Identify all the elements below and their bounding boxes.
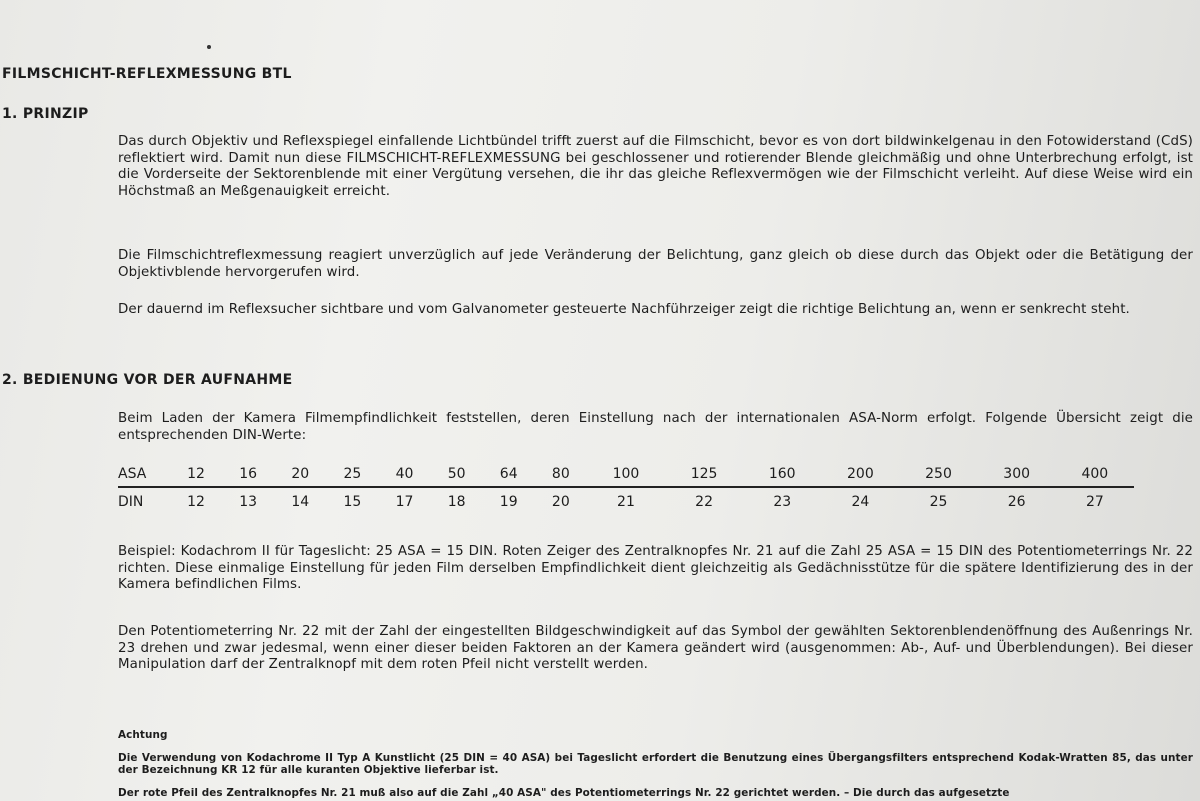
din-row (118, 487, 1134, 514)
section-1-heading: 1. PRINZIP (2, 106, 89, 122)
asa-row (118, 462, 1134, 487)
din-cell: 15 (343, 494, 362, 510)
din-cell: 24 (851, 494, 870, 510)
din-cell: 12 (187, 494, 205, 510)
din-cell: 19 (499, 494, 518, 510)
din-label: DIN (118, 494, 144, 510)
asa-cell: 300 (978, 462, 1056, 487)
asa-cell: 20 (274, 462, 326, 487)
asa-din-table (118, 462, 1134, 514)
din-cell: 23 (773, 494, 792, 510)
section-1-paragraph-1: Das durch Objektiv und Reflexspiegel einfallende Lichtbündel trifft zuerst auf die Filmschicht, bevor es von dort bildwinkelgenau in den Fotowiderstand (CdS) reflektiert wird. Damit nun diese FILMSCHICHT-REFLEXMESSUNG bei geschlossener und rotierender Blende gleichmäßig und ohne Unterbrechung erfolgt, ist die Vorderseite der Sektorenblende mit einer Vergütung versehen, die ihr das gleiche Reflexvermögen wie der Filmschicht verleiht. Auf diese Weise wird ein Höchstmaß an Meßgenauigkeit erreicht. (118, 134, 1193, 199)
din-cell: 25 (929, 494, 948, 510)
din-cell: 21 (617, 494, 635, 510)
document-title: FILMSCHICHT-REFLEXMESSUNG BTL (2, 66, 292, 82)
din-cell: 18 (447, 494, 466, 510)
note-line-2: Der rote Pfeil des Zentralknopfes Nr. 21 muß also auf die Zahl „40 ASA" des Potentiometerrings Nr. 22 gerichtet werden. – Die durch das aufgesetzte (118, 787, 1010, 799)
din-cell: 22 (695, 494, 713, 510)
asa-cell: 200 (821, 462, 899, 487)
asa-cell: 250 (899, 462, 977, 487)
section-2-intro: Beim Laden der Kamera Filmempfindlichkeit feststellen, deren Einstellung nach der internationalen ASA-Norm erfolgt. Folgende Übersicht zeigt die entsprechenden DIN-Werte: (118, 411, 1193, 443)
asa-cell: 16 (222, 462, 274, 487)
asa-cell: 50 (431, 462, 483, 487)
din-cell: 26 (1007, 494, 1026, 510)
example-paragraph: Beispiel: Kodachrom II für Tageslicht: 25 ASA = 15 DIN. Roten Zeiger des Zentralknopfes Nr. 21 auf die Zahl 25 ASA = 15 DIN des Potentiometerrings Nr. 22 richten. Diese einmalige Einstellung für jeden Film derselben Empfindlichkeit dient gleichzeitig als Gedächnisstütze für die spätere Identifizierung des in der Kamera befindlichen Films. (118, 544, 1193, 593)
section-1-paragraph-3: Der dauernd im Reflexsucher sichtbare und vom Galvanometer gesteuerte Nachführzeiger zeigt die richtige Belichtung an, wenn er senkrecht steht. (118, 302, 1130, 317)
din-cell: 20 (551, 494, 570, 510)
asa-cell: 100 (587, 462, 665, 487)
ink-dot (207, 45, 211, 49)
note-heading: Achtung (118, 729, 168, 741)
din-cell: 17 (395, 494, 414, 510)
asa-cell: 25 (326, 462, 378, 487)
asa-cell: 40 (378, 462, 430, 487)
din-cell: 27 (1085, 494, 1104, 510)
asa-cell: 400 (1056, 462, 1134, 487)
potentiometer-paragraph: Den Potentiometerring Nr. 22 mit der Zahl der eingestellten Bildgeschwindigkeit auf das Symbol der gewählten Sektorenblendenöffnung des Außenrings Nr. 23 drehen und zwar jedesmal, wenn einer dieser beiden Faktoren an der Kamera geändert wird (ausgenommen: Ab-, Auf- und Überblendungen). Bei dieser Manipulation darf der Zentralknopf mit dem roten Pfeil nicht verstellt werden. (118, 624, 1193, 673)
section-2-heading: 2. BEDIENUNG VOR DER AUFNAHME (2, 372, 293, 388)
din-cell: 13 (239, 494, 258, 510)
din-cell: 14 (291, 494, 310, 510)
note-line-1: Die Verwendung von Kodachrome II Typ A Kunstlicht (25 DIN = 40 ASA) bei Tageslicht erfordert die Benutzung eines Übergangsfilters entsprechend Kodak-Wratten 85, das unter der Bezeichnung KR 12 für alle kuranten Objektive lieferbar ist. (118, 752, 1193, 776)
asa-cell: 80 (535, 462, 587, 487)
asa-label: ASA (118, 462, 170, 487)
section-1-paragraph-2: Die Filmschichtreflexmessung reagiert unverzüglich auf jede Veränderung der Belichtung, ganz gleich ob diese durch das Objekt oder die Betätigung der Objektivblende hervorgerufen wird. (118, 248, 1193, 280)
asa-cell: 160 (743, 462, 821, 487)
asa-cell: 64 (483, 462, 535, 487)
asa-cell: 125 (665, 462, 743, 487)
asa-cell: 12 (170, 462, 222, 487)
